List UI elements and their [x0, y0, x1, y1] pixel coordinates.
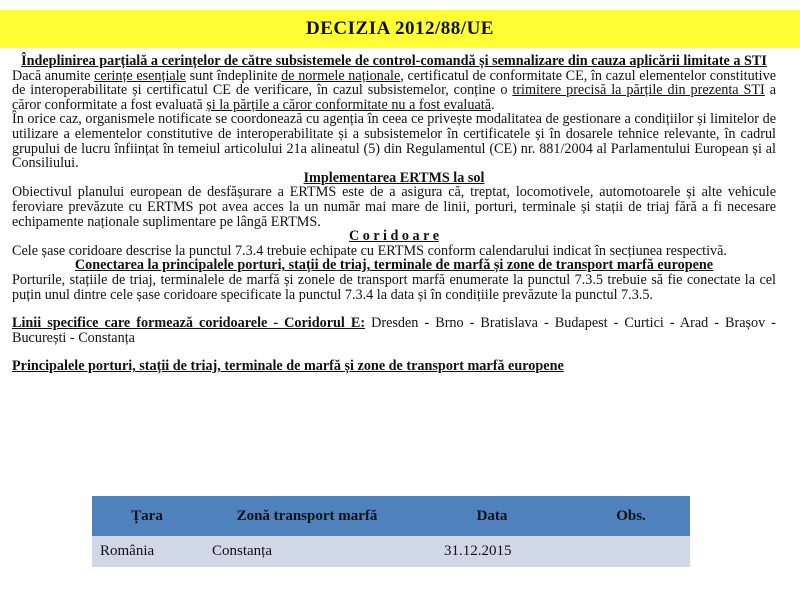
ertms-paragraph: Obiectivul planului european de desfășurare a ERTMS este de a asigura că, treptat, locomotivele, automotoarele și alte vehicule feroviare prevăzute cu ERTMS pot avea acces la un număr mai mare de linii, porturi, terminale și stații de triaj fără a fi necesare echipamente naționale suplimentare pe lângă ERTMS.: [12, 184, 776, 230]
p1-i: .: [491, 96, 495, 113]
partial-paragraph-1: [12, 69, 776, 113]
p1-f: trimitere precisă la părțile din prezenta STI: [512, 82, 765, 99]
spacer: [12, 302, 776, 316]
document-body: [12, 54, 776, 374]
connection-heading: Conectarea la principalele porturi, stații de triaj, terminale de marfă și zone de transport marfă europene: [74, 257, 714, 274]
lines-text: Dresden - Brno - Bratislava - Budapest - Curtici - Arad - Brașov - București - Constanța: [12, 315, 777, 346]
p1-d: de normele naționale: [281, 67, 401, 84]
col-header-obs: Obs.: [616, 507, 646, 524]
page-title: DECIZIA 2012/88/UE: [306, 18, 494, 39]
p1-h: și la părțile a căror conformitate nu a fost evaluată: [206, 96, 492, 113]
table-header-row: [92, 496, 690, 536]
p1-a: Dacă anumite: [12, 67, 95, 84]
connection-paragraph: Porturile, stațiile de triaj, terminalele de marfă și zonele de transport marfă enumerate la punctul 7.3.5 trebuie să fie conectate la cel puțin unul dintre cele șase coridoare specificate la punctul 7.3.4 la data și în condițiile prevăzute la punctul 7.3.5.: [12, 271, 776, 303]
p1-b: cerințe esențiale: [94, 67, 186, 84]
cell-obs: [572, 536, 690, 567]
p1-g: a căror conformitate a fost evaluată: [12, 82, 776, 113]
p1-e: , certificatul de conformitate CE, în cazul elementelor constitutive de interoperabilitate și certificatul CE de verificare, în cazul subsistemelor, conține o: [12, 67, 776, 99]
main-ports-heading: Principalele porturi, stații de triaj, terminale de marfă și zone de transport marfă europene: [12, 358, 564, 375]
p1-c: sunt îndeplinite: [185, 67, 282, 84]
lines-label: Linii specifice care formează coridoarele - Coridorul E:: [12, 315, 366, 332]
col-header-country: Țara: [131, 507, 163, 524]
corridors-heading: C o r i d o a r e: [348, 228, 440, 245]
cell-date: 31.12.2015: [444, 543, 512, 559]
corridors-paragraph: Cele șase coridoare descrise la punctul 7.3.4 trebuie echipate cu ERTMS conform calendarului indicat în secțiunea respectivă.: [12, 242, 727, 259]
partial-heading: Îndeplinirea parțială a cerințelor de către subsistemele de control-comandă și semnalizare din cauza aplicării limitate a STI: [21, 53, 767, 69]
col-header-date: Data: [476, 507, 508, 524]
table-row: [92, 536, 690, 567]
ertms-heading: Implementarea ERTMS la sol: [303, 169, 485, 186]
col-header-zone: Zonă transport marfă: [236, 507, 378, 524]
cell-zone: Constanța: [212, 543, 272, 559]
partial-paragraph-2: În orice caz, organismele notificate se coordonează cu agenția în ceea ce privește modalitatea de gestionare a condițiilor și limitelor de utilizare a elementelor constitutive de interoperabilitate și a subsistemelor în certificatele și în dosarele tehnice relevante, în cadrul grupului de lucru înființat în temeiul articolului 21a alineatul (5) din Regulamentul (CE) nr. 881/2004 al Parlamentului European și al Consiliului.: [12, 111, 776, 172]
spacer: [12, 345, 776, 359]
freight-zones-table: [92, 496, 690, 567]
title-bar: [0, 10, 800, 48]
lines-paragraph: [12, 316, 776, 345]
cell-country: România: [100, 543, 155, 559]
